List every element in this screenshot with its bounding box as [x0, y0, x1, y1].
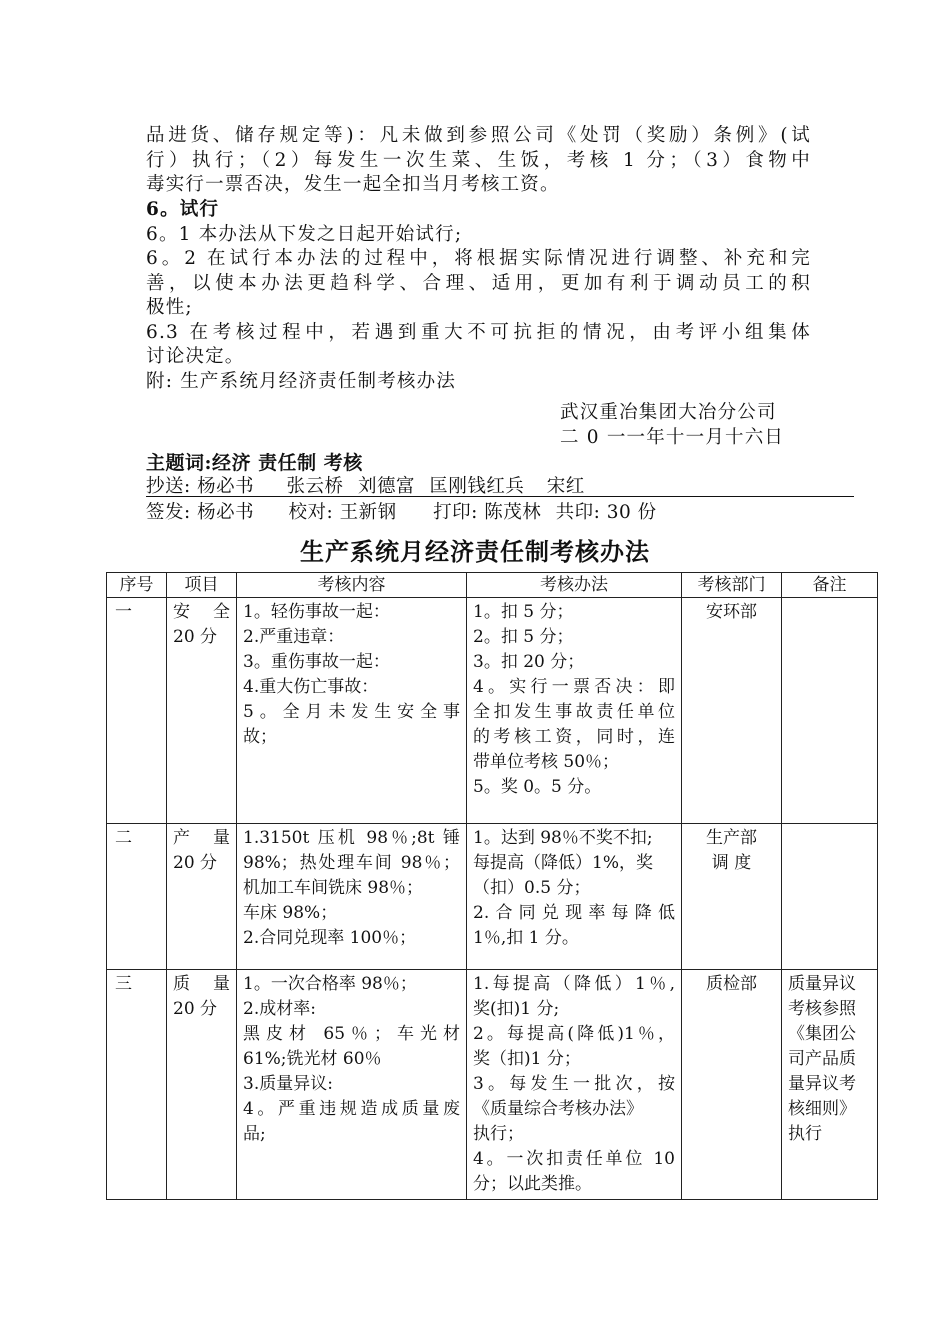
note-line: 量异议考 [788, 1074, 856, 1094]
method-cell [467, 824, 682, 970]
section-6-line: 6。2 在试行本办法的过程中，将根据实际情况进行调整、补充和完 [146, 248, 811, 269]
dept-line: 调 度 [711, 853, 752, 873]
assessment-table [106, 572, 878, 1200]
method-line: 1％,扣 1 分。 [473, 928, 579, 948]
method-line: 带单位考核 50％； [473, 752, 620, 772]
header-cell: 项目 [167, 573, 237, 598]
item-score: 20 分 [173, 999, 218, 1019]
dept-cell [682, 598, 782, 824]
method-line: 2。扣 5 分； [473, 627, 574, 647]
content-line: 2.严重违章： [243, 627, 345, 647]
header-cell: 考核内容 [237, 573, 467, 598]
cc-label: 抄送: [146, 476, 191, 497]
item-name: 质 量 [173, 974, 230, 994]
row-number: 三 [107, 970, 167, 1200]
header-cell: 序号 [107, 573, 167, 598]
dept-cell [682, 824, 782, 970]
cc-line [146, 472, 854, 497]
dept-line: 安环部 [706, 602, 757, 622]
item-score: 20 分 [173, 853, 218, 873]
method-line: 1。达到 98％不奖不扣; [473, 828, 653, 848]
note-line: 考核参照 [788, 999, 856, 1019]
item-cell [167, 824, 237, 970]
method-line: 分；以此类推。 [473, 1174, 592, 1194]
method-line: 的考核工资，同时，连 [473, 727, 675, 747]
note-cell [782, 970, 878, 1200]
content-line: 机加工车间铣床 98％； [243, 878, 424, 898]
content-line: 2.成材率: [243, 999, 316, 1019]
item-score: 20 分 [173, 627, 218, 647]
item-name: 安 全 [173, 602, 230, 622]
note-line: 执行 [788, 1124, 822, 1144]
content-line: 3.质量异议: [243, 1074, 333, 1094]
section-6 [146, 198, 811, 394]
signer-label: 签发: [146, 502, 191, 523]
intro-line: 品进货、储存规定等)：凡未做到参照公司《处罚（奖励）条例》(试 [146, 125, 811, 146]
signature-company: 武汉重冶集团大冶分公司 [560, 402, 777, 423]
row-number: 一 [107, 598, 167, 824]
content-line: 4。严重违规造成质量废 [243, 1099, 460, 1119]
cc-name: 宋红 [546, 476, 585, 497]
proof-name: 王新钢 [339, 502, 397, 523]
section-6-line: 善，以使本办法更趋科学、合理、适用，更加有利于调动员工的积 [146, 272, 811, 294]
content-line: 故； [243, 727, 277, 747]
signer-name: 杨必书 [197, 502, 255, 523]
note-cell [782, 598, 878, 824]
row-number: 二 [107, 824, 167, 970]
method-line: 4。实行一票否决：即 [473, 677, 675, 697]
content-line: 1。一次合格率 98％； [243, 974, 417, 994]
cc-name: 张云桥 [286, 476, 344, 497]
content-line: 2.合同兑现率 100％； [243, 928, 417, 948]
content-line: 1。轻伤事故一起： [243, 602, 390, 622]
method-line: （扣）0.5 分； [473, 878, 591, 898]
document-title: 生产系统月经济责任制考核办法 [300, 537, 650, 566]
cc-name: 匡刚钱红兵 [429, 476, 525, 497]
content-cell [237, 598, 467, 824]
section-6-line: 极性; [146, 297, 193, 318]
note-line: 质量异议 [788, 974, 856, 994]
intro-paragraph [146, 124, 811, 198]
method-line: 3。扣 20 分； [473, 652, 585, 672]
subject-keywords: 主题词:经济 责任制 考核 [146, 452, 363, 474]
note-line: 核细则》 [788, 1099, 856, 1119]
method-line: 2。每提高(降低)1％， [473, 1024, 675, 1044]
content-line: 98%；热处理车间 98％； [243, 853, 460, 873]
note-cell [782, 824, 878, 970]
method-line: 1.每提高（降低）1％, [473, 974, 675, 994]
content-line: 品; [243, 1124, 266, 1144]
dept-cell [682, 970, 782, 1200]
proof-label: 校对: [288, 502, 334, 523]
item-cell [167, 970, 237, 1200]
table-row [107, 598, 878, 824]
content-line: 5。全月未发生安全事 [243, 702, 460, 722]
note-line: 司产品质 [788, 1049, 856, 1069]
content-line: 车床 98%； [243, 903, 338, 923]
copies-count: 共印: 30 份 [555, 502, 657, 523]
table-row [107, 970, 878, 1200]
method-cell [467, 970, 682, 1200]
method-line: 4。一次扣责任单位 10 [473, 1149, 675, 1169]
table-row [107, 824, 878, 970]
item-cell [167, 598, 237, 824]
method-line: 2.合同兑现率每降低 [473, 903, 675, 923]
method-line: 5。奖 0。5 分。 [473, 777, 602, 797]
header-cell: 考核部门 [682, 573, 782, 598]
method-line: 奖（扣)1 分； [473, 1049, 581, 1069]
print-label: 打印: [433, 502, 478, 523]
printer-name: 陈茂林 [484, 502, 542, 523]
content-line: 61%;铣光材 60％ [243, 1049, 382, 1069]
method-line: 全扣发生事故责任单位 [473, 702, 675, 722]
method-cell [467, 598, 682, 824]
content-line: 4.重大伤亡事故： [243, 677, 379, 697]
method-line: 每提高（降低）1%，奖 [473, 853, 653, 873]
cc-name: 杨必书 [197, 476, 255, 497]
content-cell [237, 970, 467, 1200]
section-6-line: 6。1 本办法从下发之日起开始试行; [146, 223, 463, 245]
dept-line: 质检部 [706, 974, 757, 994]
content-cell [237, 824, 467, 970]
attachment-note: 附: 生产系统月经济责任制考核办法 [146, 370, 457, 392]
method-line: 《质量综合考核办法》 [473, 1099, 643, 1119]
issue-line [146, 498, 657, 524]
content-line: 黑皮材 65％；车光材 [243, 1024, 460, 1044]
signature-date: 二 0 一一年十一月十六日 [560, 427, 785, 448]
method-line: 执行； [473, 1124, 524, 1144]
method-line: 1。扣 5 分； [473, 602, 574, 622]
intro-line: 行）执行；（2）每发生一次生菜、生饭，考核 1 分；（3）食物中 [146, 149, 811, 171]
section-6-heading: 6。试行 [146, 199, 220, 220]
content-line: 1.3150t 压机 98％;8t 锤 [243, 828, 460, 848]
section-6-line: 6.3 在考核过程中，若遇到重大不可抗拒的情况，由考评小组集体 [146, 321, 811, 343]
item-name: 产 量 [173, 828, 230, 848]
section-6-line: 讨论决定。 [146, 346, 245, 367]
header-cell: 考核办法 [467, 573, 682, 598]
cc-name: 刘德富 [357, 476, 415, 497]
dept-line: 生产部 [706, 828, 757, 848]
header-cell: 备注 [782, 573, 878, 598]
note-line: 《集团公 [788, 1024, 856, 1044]
method-line: 3。每发生一批次，按 [473, 1074, 675, 1094]
content-line: 3。重伤事故一起： [243, 652, 390, 672]
method-line: 奖(扣)1 分; [473, 999, 560, 1019]
table-header-row [107, 573, 878, 598]
intro-line: 毒实行一票否决，发生一起全扣当月考核工资。 [146, 174, 560, 195]
